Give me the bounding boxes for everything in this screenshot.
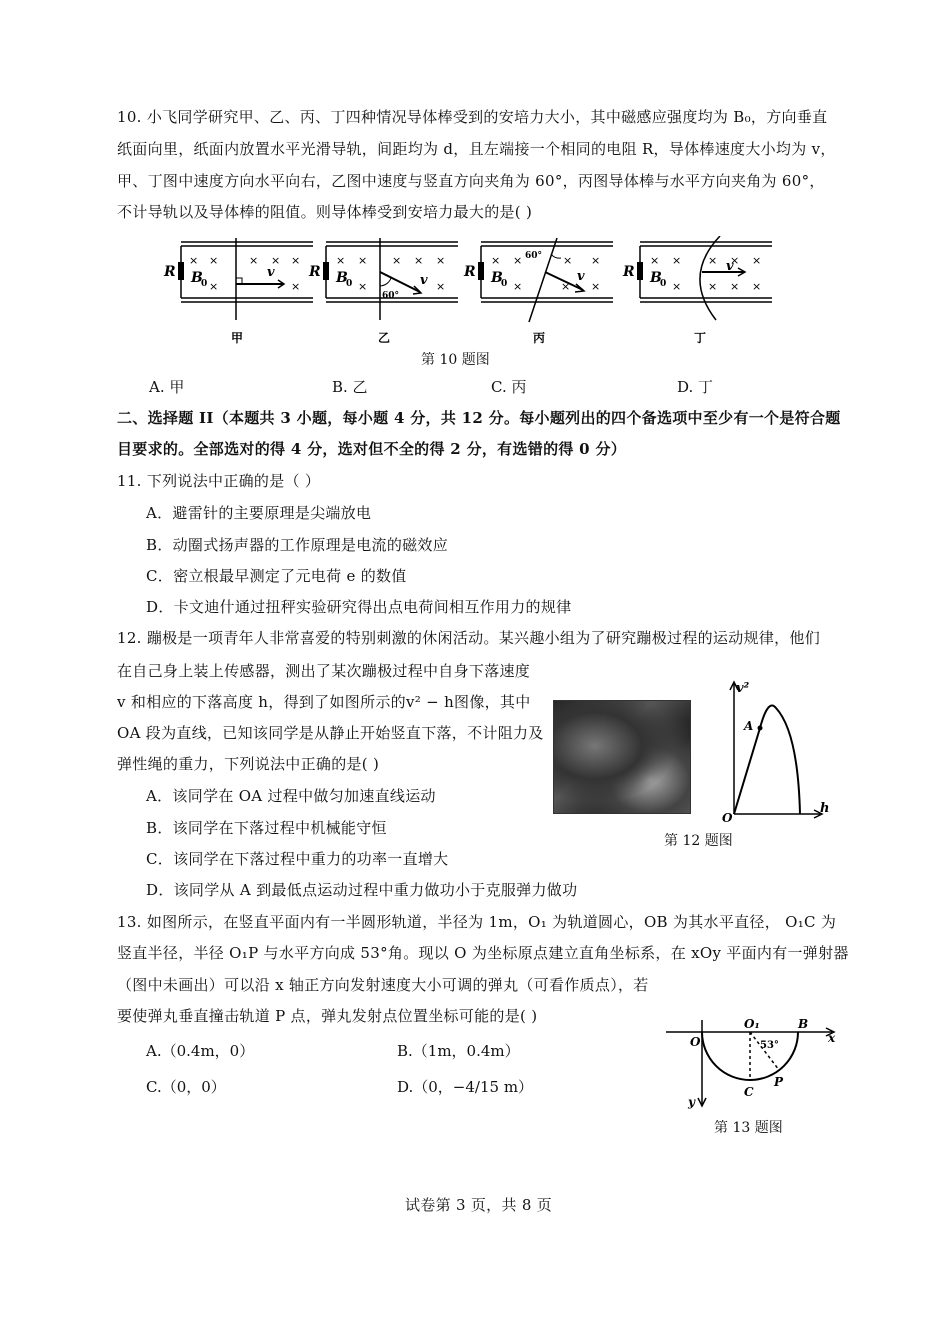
svg-text:B: B: [491, 270, 503, 286]
svg-text:×: ×: [708, 254, 718, 267]
page-footer: 试卷第 3 页，共 8 页: [405, 1196, 553, 1214]
q10-figure-ding: [622, 236, 782, 346]
q13-option-b: B.（1m，0.4m）: [397, 1042, 520, 1060]
svg-text:×: ×: [491, 254, 501, 267]
svg-text:0: 0: [660, 279, 667, 289]
q10-caption: 第 10 题图: [421, 352, 490, 368]
q10-option-b: B. 乙: [332, 378, 368, 396]
svg-text:×: ×: [271, 254, 281, 267]
q10-figure-jia: [163, 236, 323, 346]
diagram-o-label: O: [690, 1035, 701, 1049]
q13-semicircle-diagram: [664, 1012, 844, 1112]
q11-option-b: B．动圈式扬声器的工作原理是电流的磁效应: [146, 536, 449, 554]
diagram-b-label: B: [798, 1017, 809, 1031]
svg-text:60°: 60°: [382, 291, 400, 301]
q12-line-1: 12. 蹦极是一项青年人非常喜爱的特别刺激的休闲活动。某兴趣小组为了研究蹦极过程的运动规律，他们: [117, 629, 821, 647]
graph-y-label: v²: [736, 681, 750, 696]
q12-option-a: A．该同学在 OA 过程中做匀加速直线运动: [146, 787, 436, 805]
graph-point-a-label: A: [744, 719, 754, 733]
diagram-p-label: P: [774, 1075, 784, 1089]
svg-text:B: B: [336, 270, 348, 286]
svg-text:×: ×: [730, 254, 740, 267]
q12-option-c: C．该同学在下落过程中重力的功率一直增大: [146, 850, 449, 868]
svg-text:×: ×: [358, 280, 368, 293]
q11-option-c: C．密立根最早测定了元电荷 e 的数值: [146, 567, 407, 585]
q10-option-d: D. 丁: [677, 378, 714, 396]
q12-line-4: OA 段为直线，已知该同学是从静止开始竖直下落，不计阻力及: [117, 724, 544, 742]
svg-text:v: v: [726, 259, 734, 274]
svg-text:v: v: [267, 265, 275, 280]
svg-text:×: ×: [392, 254, 402, 267]
q13-option-d: D.（0，−4/15 m）: [397, 1078, 534, 1096]
q13-line-3: （图中未画出）可以沿 x 轴正方向发射速度大小可调的弹丸（可看作质点），若: [117, 976, 649, 994]
svg-text:v: v: [577, 269, 585, 284]
graph-x-label: h: [820, 801, 830, 816]
q12-line-2: 在自己身上装上传感器，测出了某次蹦极过程中自身下落速度: [117, 662, 531, 680]
svg-text:×: ×: [436, 280, 446, 293]
svg-text:×: ×: [249, 254, 259, 267]
svg-text:v: v: [420, 273, 428, 288]
svg-text:×: ×: [752, 254, 762, 267]
q12-line-5: 弹性绳的重力，下列说法中正确的是( ): [117, 755, 380, 773]
graph-origin-label: O: [722, 811, 733, 825]
svg-text:×: ×: [752, 280, 762, 293]
q13-line-2: 竖直半径，半径 O₁P 与水平方向成 53°角。现以 O 为坐标原点建立直角坐标系，在 xOy 平面内有一弹射器: [117, 944, 849, 962]
svg-text:×: ×: [513, 254, 523, 267]
svg-text:B: B: [191, 270, 203, 286]
svg-text:R: R: [623, 264, 635, 280]
svg-text:60°: 60°: [525, 251, 543, 261]
figure-label-yi: 乙: [378, 331, 391, 345]
svg-text:×: ×: [513, 280, 523, 293]
q12-option-d: D．该同学从 A 到最低点运动过程中重力做功小于克服弹力做功: [146, 881, 578, 899]
q11-option-a: A．避雷针的主要原理是尖端放电: [146, 504, 372, 522]
figure-label-jia: 甲: [231, 331, 244, 345]
diagram-c-label: C: [744, 1085, 754, 1099]
svg-text:0: 0: [201, 279, 208, 289]
figure-label-ding: 丁: [694, 331, 707, 345]
svg-text:×: ×: [291, 280, 301, 293]
q11-stem: 11. 下列说法中正确的是（ ）: [117, 472, 321, 490]
svg-text:R: R: [309, 264, 321, 280]
q12-caption: 第 12 题图: [664, 833, 733, 849]
section2-heading-2: 目要求的。全部选对的得 4 分，选对但不全的得 2 分，有选错的得 0 分）: [117, 440, 627, 458]
svg-text:0: 0: [501, 279, 508, 289]
q10-line-1: 10. 小飞同学研究甲、乙、丙、丁四种情况导体棒受到的安培力大小，其中磁感应强度均为 B₀，方向垂直: [117, 108, 828, 126]
q10-line-2: 纸面向里，纸面内放置水平光滑导轨，间距均为 d，且左端接一个相同的电阻 R，导体棒速度大小均为 v，: [117, 140, 836, 158]
resistor-label: R: [164, 264, 176, 280]
svg-text:×: ×: [358, 254, 368, 267]
diagram-angle-label: 53°: [760, 1040, 779, 1051]
svg-text:×: ×: [708, 280, 718, 293]
svg-text:×: ×: [336, 254, 346, 267]
q10-figure-bing: [463, 236, 623, 346]
diagram-o1-label: O₁: [744, 1017, 760, 1031]
svg-text:B: B: [650, 270, 662, 286]
q10-line-4: 不计导轨以及导体棒的阻值。则导体棒受到安培力最大的是( ): [117, 203, 533, 221]
svg-text:×: ×: [189, 254, 199, 267]
q12-line-3: v 和相应的下落高度 h，得到了如图所示的v² − h图像，其中: [117, 693, 531, 711]
q13-caption: 第 13 题图: [714, 1120, 783, 1136]
section2-heading-1: 二、选择题 II（本题共 3 小题，每小题 4 分，共 12 分。每小题列出的四个备选项中至少有一个是符合题: [117, 409, 841, 427]
svg-text:×: ×: [672, 254, 682, 267]
svg-text:×: ×: [209, 280, 219, 293]
q13-option-a: A.（0.4m，0）: [146, 1042, 255, 1060]
q10-option-a: A. 甲: [149, 378, 185, 396]
svg-text:×: ×: [209, 254, 219, 267]
svg-text:×: ×: [650, 254, 660, 267]
svg-text:×: ×: [730, 280, 740, 293]
svg-text:×: ×: [591, 254, 601, 267]
svg-text:×: ×: [672, 280, 682, 293]
q13-option-c: C.（0，0）: [146, 1078, 226, 1096]
diagram-y-label: y: [688, 1095, 695, 1109]
svg-text:×: ×: [563, 254, 573, 267]
q12-v2-h-graph: [702, 676, 842, 826]
q10-option-c: C. 丙: [491, 378, 527, 396]
bungee-photo: [553, 700, 691, 814]
q13-line-4: 要使弹丸垂直撞击轨道 P 点，弹丸发射点位置坐标可能的是( ): [117, 1007, 538, 1025]
diagram-x-label: x: [828, 1031, 836, 1045]
svg-text:×: ×: [414, 254, 424, 267]
q10-line-3: 甲、丁图中速度方向水平向右，乙图中速度与竖直方向夹角为 60°，丙图导体棒与水平方向夹角为 60°，: [117, 172, 825, 190]
q13-line-1: 13. 如图所示，在竖直平面内有一半圆形轨道，半径为 1m，O₁ 为轨道圆心，OB 为其水平直径， O₁C 为: [117, 913, 837, 931]
svg-text:×: ×: [591, 280, 601, 293]
svg-text:×: ×: [291, 254, 301, 267]
q12-option-b: B．该同学在下落过程中机械能守恒: [146, 819, 387, 837]
q11-option-d: D．卡文迪什通过扭秤实验研究得出点电荷间相互作用力的规律: [146, 598, 572, 616]
svg-text:R: R: [464, 264, 476, 280]
svg-text:×: ×: [561, 280, 571, 293]
q10-figure-yi: [308, 236, 468, 346]
svg-text:0: 0: [346, 279, 353, 289]
figure-label-bing: 丙: [533, 331, 546, 345]
svg-text:×: ×: [436, 254, 446, 267]
